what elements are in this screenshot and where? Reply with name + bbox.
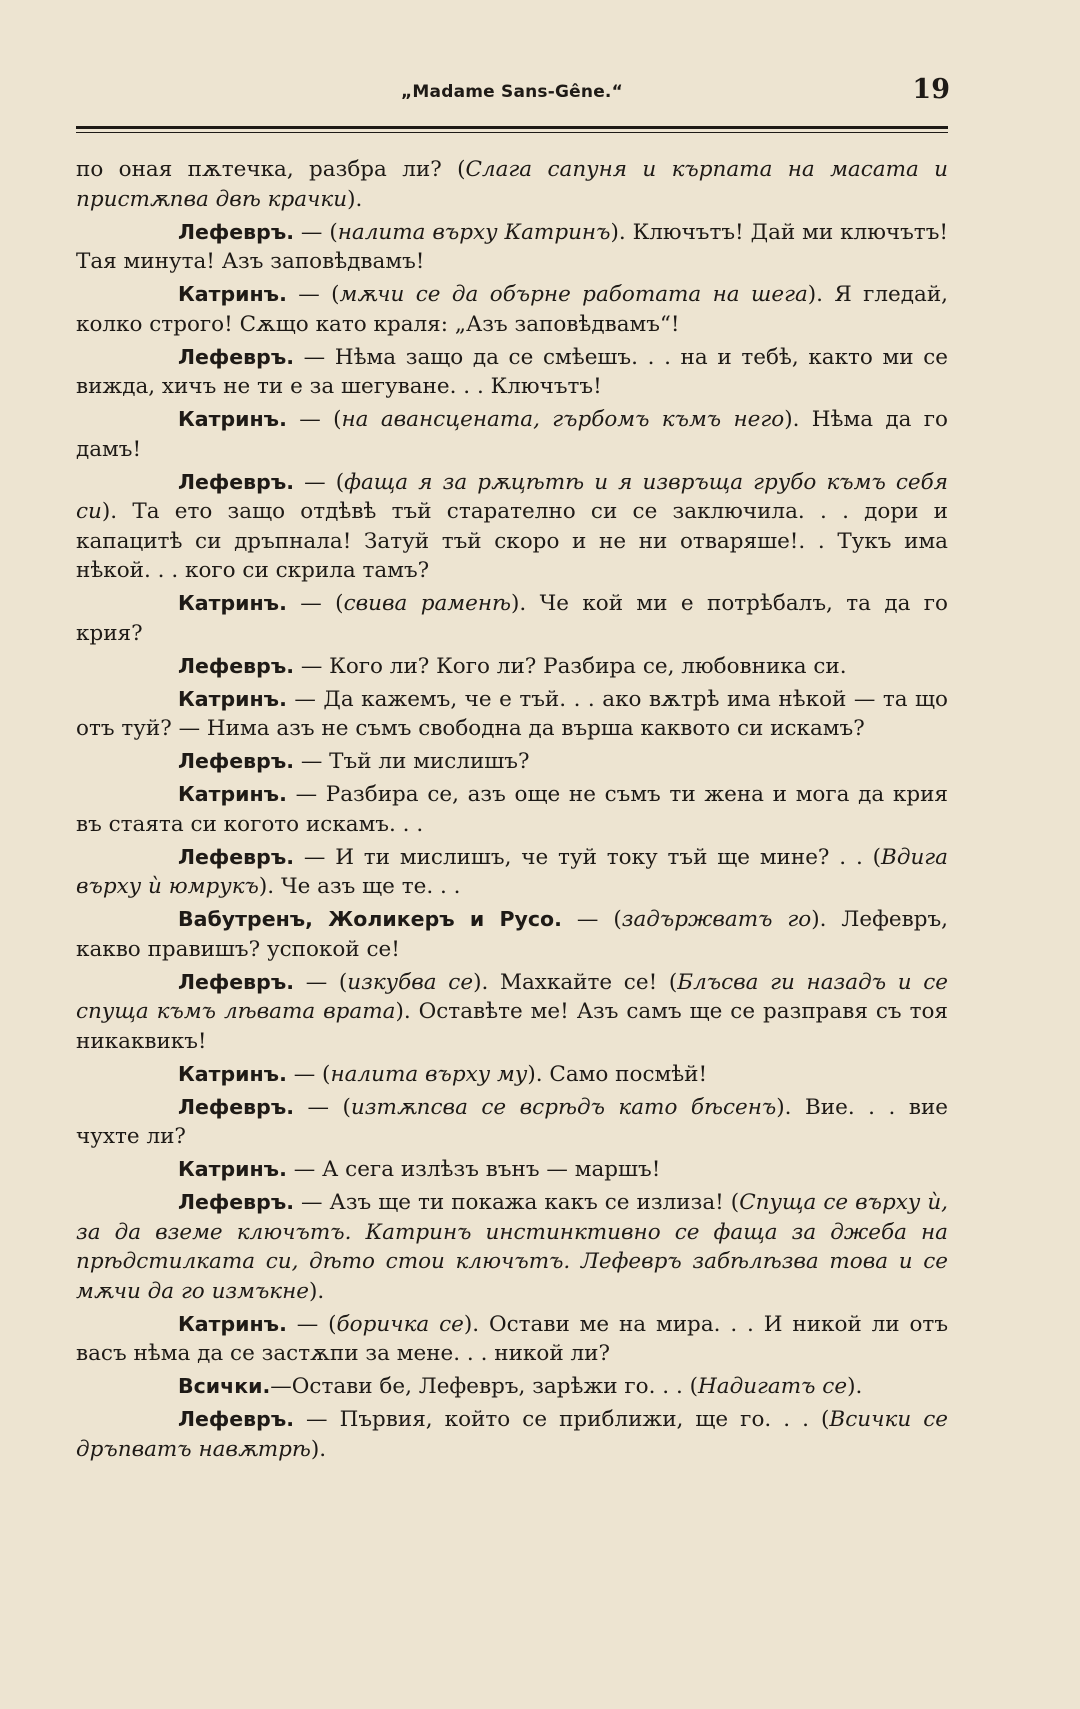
speaker-name: Вабутренъ, Жоликеръ и Русо. [178, 907, 562, 931]
dialogue-text: ). Само посмѣй! [527, 1061, 708, 1087]
page-number: 19 [912, 74, 950, 105]
dialogue-paragraph [76, 843, 948, 902]
play-text [76, 155, 948, 1464]
dialogue-text: — Разбира се, азъ още не съмъ ти жена и мога да крия въ стаята си когото искамъ. . . [76, 782, 948, 837]
dialogue-text: ). Ключътъ! Дай ми ключътъ! Тая минута! Азъ заповѣдвамъ! [76, 219, 949, 274]
dialogue-text: — Кого ли? Кого ли? Разбира се, любовника си. [294, 653, 847, 679]
dialogue-paragraph [76, 343, 948, 402]
dialogue-paragraph [76, 405, 948, 464]
speaker-name: Катринъ. [178, 1157, 287, 1181]
dialogue-text: ). [310, 1436, 327, 1462]
stage-direction: налита върху Катринъ [337, 219, 611, 245]
stage-direction: задържватъ го [621, 907, 812, 932]
speaker-name: Лефевръ. [178, 1407, 295, 1431]
running-title: „Madame Sans-Gêne.“ [401, 82, 623, 102]
dialogue-paragraph [76, 968, 948, 1057]
dialogue-text: ). Остави ме на мира. . . И никой ли отъ васъ нѣма да се застѫпи за мене. . . никой ли? [76, 1311, 948, 1366]
stage-direction: Спуща се върху ѝ, за да вземе ключътъ. Катринъ инстинктивно се фаща за джеба на прѣдстилката си, дѣто стои ключътъ. Лефевръ забѣлѣзва това и се мѫчи да го измъкне [76, 1190, 948, 1304]
dialogue-text: — ( [286, 407, 342, 432]
stage-direction: налита върху му [330, 1061, 528, 1087]
dialogue-text: — ( [294, 969, 348, 995]
header-rule-thick [76, 126, 948, 129]
speaker-name: Лефевръ. [178, 1094, 295, 1119]
dialogue-text: — И ти мислишъ, че туй току тъй ще мине? . . ( [294, 844, 882, 870]
dialogue-text: по оная пѫтечка, разбра ли? ( [76, 157, 466, 182]
dialogue-paragraph [76, 155, 948, 214]
dialogue-paragraph [76, 747, 948, 777]
dialogue-paragraph [76, 1155, 948, 1185]
speaker-name: Катринъ. [178, 591, 287, 615]
stage-direction: изкубва се [347, 969, 474, 995]
dialogue-paragraph [76, 1372, 948, 1402]
dialogue-text: — Тъй ли мислишъ? [294, 749, 530, 774]
stage-direction: Всички се дръпватъ навѫтрѣ [76, 1407, 948, 1462]
dialogue-paragraph [76, 1060, 948, 1090]
dialogue-text: ). [309, 1278, 325, 1304]
speaker-name: Катринъ. [178, 282, 287, 306]
stage-direction: свива раменѣ [343, 591, 511, 616]
speaker-name: Лефевръ. [178, 969, 295, 994]
stage-direction: боричка се [336, 1311, 464, 1337]
dialogue-paragraph [76, 218, 948, 277]
speaker-name: Катринъ. [178, 407, 287, 431]
dialogue-paragraph [76, 1093, 948, 1152]
dialogue-text: ). Вие. . . вие чухте ли? [76, 1094, 948, 1149]
stage-direction: Блъсва ги назадъ и се спуща къмъ лѣвата врата [76, 969, 948, 1024]
speaker-name: Лефевръ. [178, 469, 295, 494]
dialogue-text: — ( [561, 907, 622, 932]
stage-direction: на авансцената, гърбомъ къмъ него [341, 407, 785, 432]
header-rule-thin [76, 132, 948, 133]
speaker-name: Лефевръ. [178, 844, 295, 869]
stage-direction: мѫчи се да обърне работата на шега [339, 282, 808, 307]
dialogue-paragraph [76, 685, 948, 744]
stage-direction: Слага сапуня и кърпата на масата и пристѫпва двѣ крачки [76, 157, 948, 212]
dialogue-text: — Нѣма защо да се смѣешъ. . . на и тебѣ, както ми се вижда, хичъ не ти е за шегуване. . . Ключътъ! [76, 344, 948, 399]
speaker-name: Лефевръ. [178, 219, 295, 244]
dialogue-text: — ( [294, 219, 338, 245]
dialogue-text: ). Че кой ми е потрѣбалъ, та да го крия? [76, 591, 948, 646]
dialogue-text: — ( [294, 1094, 351, 1120]
dialogue-text: — А сега излѣзъ вънъ — маршъ! [286, 1157, 661, 1182]
dialogue-text: — Първия, който се приближи, ще го. . . ( [294, 1407, 830, 1432]
dialogue-text: — ( [286, 282, 340, 307]
speaker-name: Катринъ. [178, 1311, 287, 1336]
dialogue-text: — ( [294, 469, 345, 495]
speaker-name: Всички. [178, 1374, 271, 1398]
dialogue-text: — Азъ ще ти покажа какъ се излиза! ( [294, 1190, 740, 1215]
dialogue-text: ). Оставѣте ме! Азъ самъ ще се разправя съ тоя никаквикъ! [76, 999, 948, 1054]
dialogue-text: ). [347, 186, 363, 212]
stage-direction: Вдига върху ѝ юмрукъ [76, 844, 948, 899]
dialogue-text: ). Лефевръ, какво правишъ? успокой се! [76, 907, 948, 962]
speaker-name: Лефевръ. [178, 749, 295, 773]
dialogue-paragraph [76, 652, 948, 682]
stage-direction: изтѫпсва се всрѣдъ като бѣсенъ [350, 1094, 777, 1120]
dialogue-text: ). Я гледай, колко строго! Сѫщо като краля: „Азъ заповѣдвамъ“! [76, 282, 948, 337]
dialogue-text: — Да кажемъ, че е тъй. . . ако вѫтрѣ има нѣкой — та що отъ туй? — Нима азъ не съмъ свободна да върша каквото си искамъ? [76, 686, 948, 741]
dialogue-paragraph [76, 1188, 948, 1306]
running-header [76, 72, 948, 112]
dialogue-paragraph [76, 905, 948, 964]
dialogue-text: — ( [286, 1061, 331, 1087]
dialogue-text: ). [847, 1374, 863, 1399]
stage-direction: фаща я за рѫцѣтѣ и я извръща грубо къмъ себя си [76, 469, 949, 524]
speaker-name: Катринъ. [178, 1061, 287, 1086]
dialogue-paragraph [76, 280, 948, 339]
stage-direction: Надигатъ се [698, 1374, 848, 1399]
dialogue-paragraph [76, 468, 948, 586]
dialogue-text: ). Че азъ ще те. . . [258, 874, 461, 899]
speaker-name: Катринъ. [178, 686, 287, 711]
dialogue-text: —Остави бе, Лефевръ, зарѣжи го. . . ( [270, 1374, 699, 1399]
speaker-name: Лефевръ. [178, 344, 295, 369]
dialogue-text: ). Та ето защо отдѣвѣ тъй старателно си се заключила. . . дори и капацитѣ си дръпнала! Затуй тъй скоро и не ни отваряше!. . Тукъ има нѣкой. . . кого си скрила тамъ? [76, 499, 948, 583]
speaker-name: Лефевръ. [178, 1190, 295, 1214]
speaker-name: Лефевръ. [178, 653, 295, 678]
dialogue-paragraph [76, 780, 948, 839]
dialogue-text: ). Нѣма да го дамъ! [76, 407, 948, 462]
dialogue-text: — ( [286, 591, 344, 616]
dialogue-paragraph [76, 1310, 948, 1369]
dialogue-text: ). Махкайте се! ( [473, 969, 678, 995]
dialogue-paragraph [76, 589, 948, 648]
dialogue-paragraph [76, 1405, 948, 1464]
speaker-name: Катринъ. [178, 782, 287, 806]
dialogue-text: — ( [286, 1311, 337, 1337]
